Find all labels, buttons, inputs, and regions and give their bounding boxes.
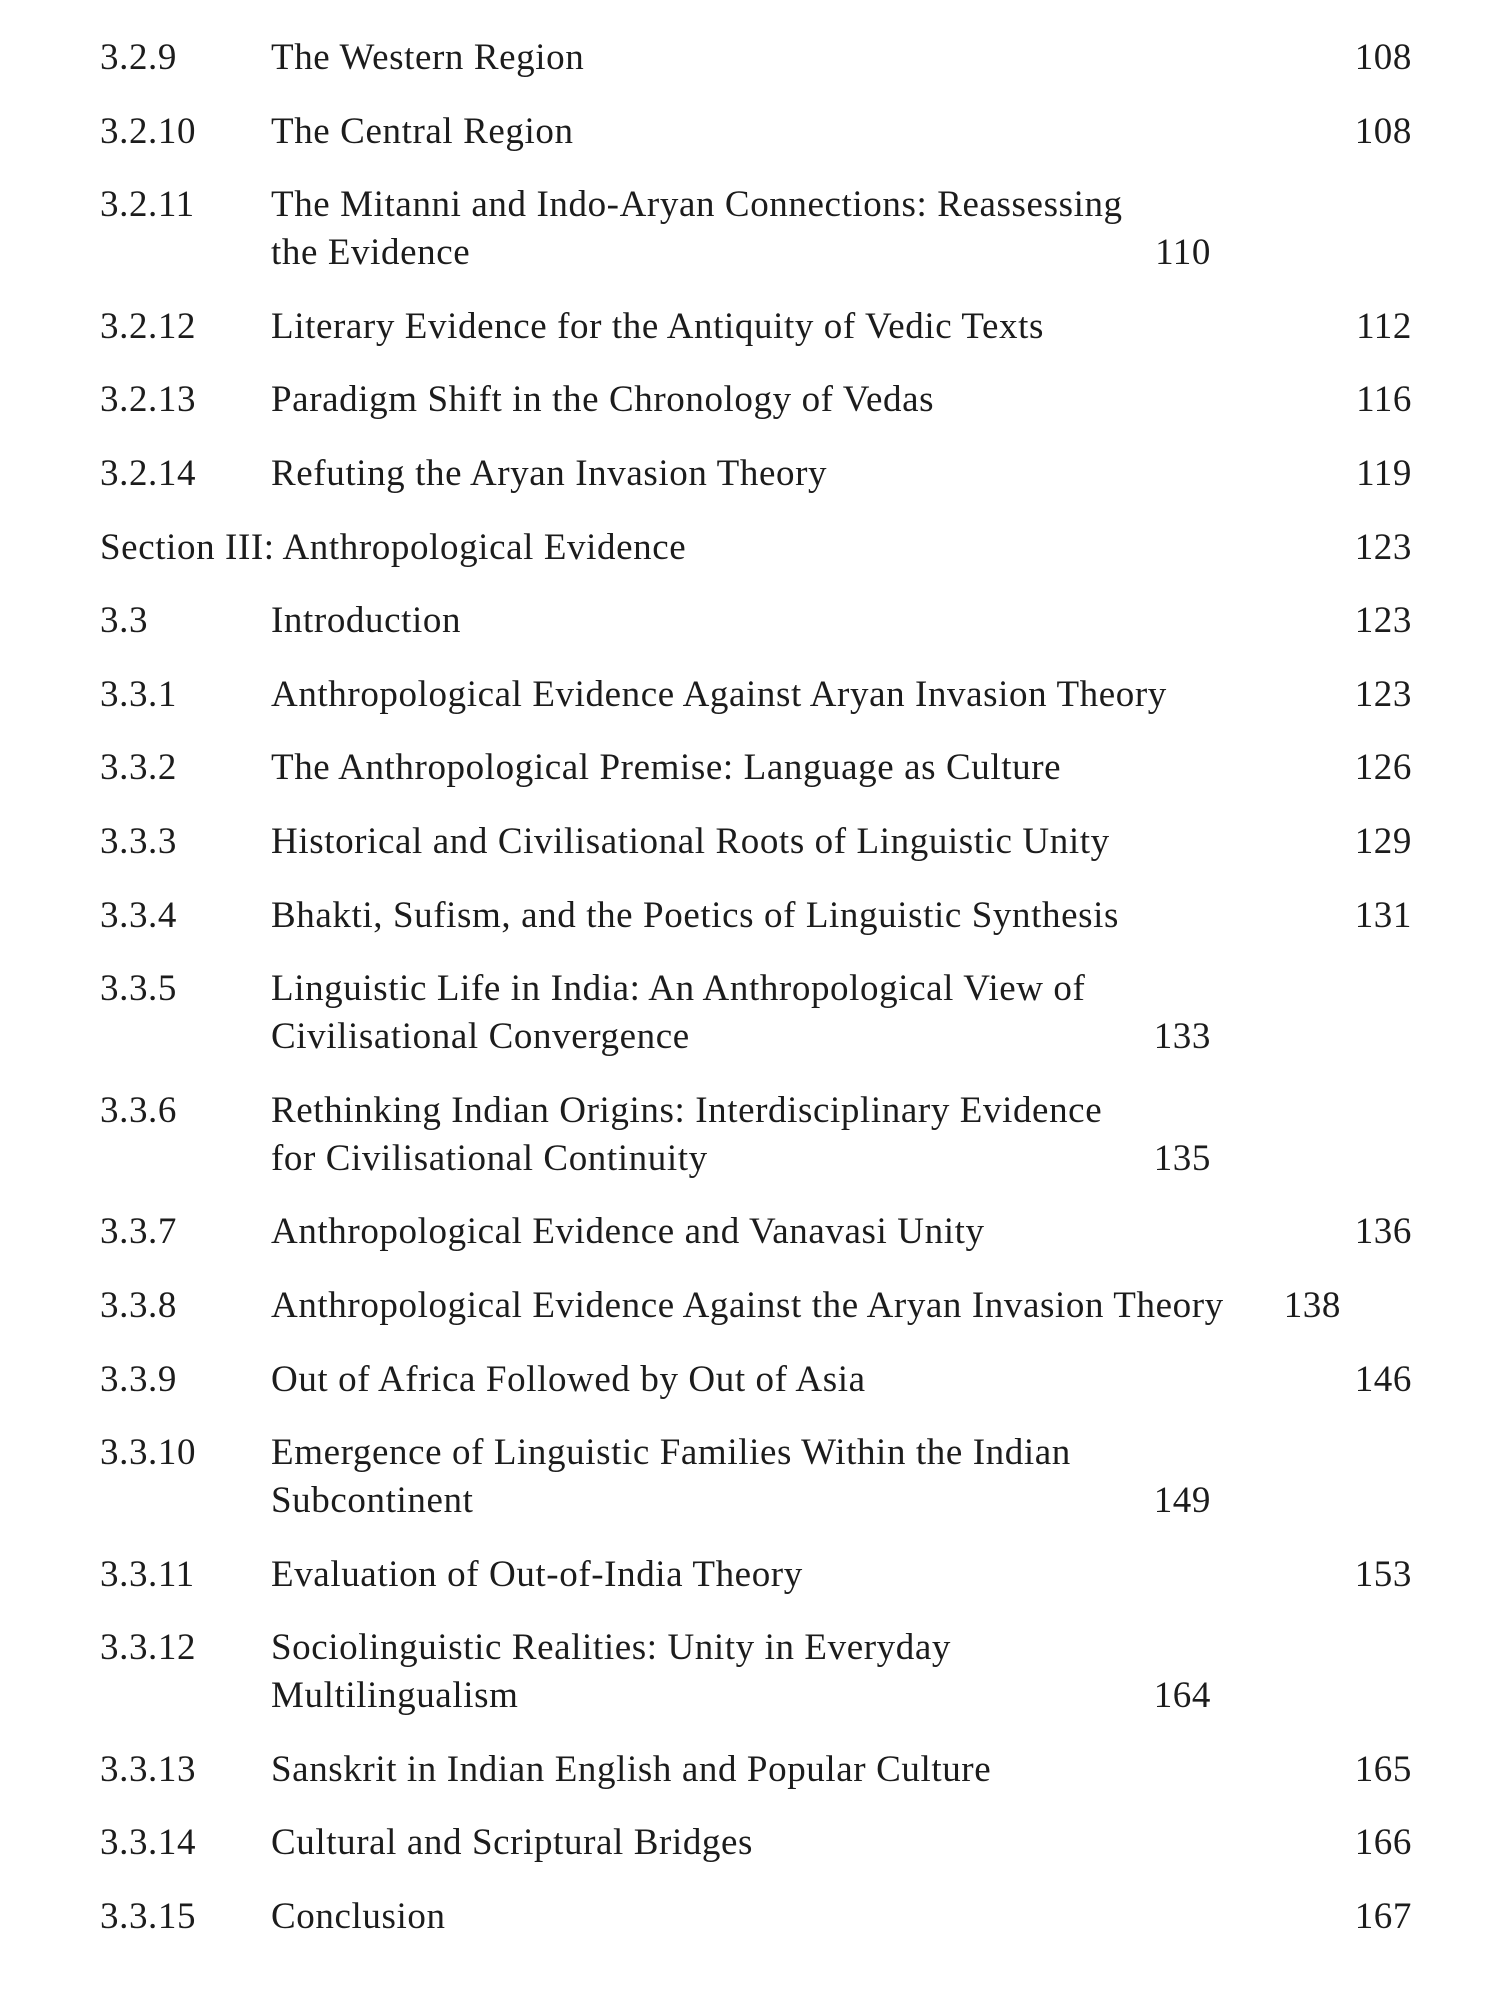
section-heading-row [100,524,1412,572]
entry-title: Out of Africa Followed by Out of Asia [271,1358,866,1400]
entry-title: Anthropological Evidence Against the Aryan Invasion Theory [271,1284,1224,1326]
entry-title: Rethinking Indian Origins: Interdisciplinary Evidence for Civilisational Continuity [271,1089,1103,1179]
toc-entry [100,1551,1412,1599]
page-number: 149 [1153,1480,1211,1522]
toc-entry [100,450,1412,498]
toc-entry [100,1746,1412,1794]
entry-title: Conclusion [271,1896,446,1938]
entry-title: Cultural and Scriptural Bridges [271,1822,754,1864]
section-number: 3.3.9 [100,1358,177,1400]
toc-entry [100,1282,1412,1330]
page-number: 167 [1354,1896,1412,1938]
page-number: 164 [1153,1675,1211,1717]
section-number: 3.3.15 [100,1896,197,1938]
page-number: 123 [1354,673,1412,715]
toc-entry [100,597,1412,645]
section-number: 3.3.8 [100,1284,177,1326]
page-number: 135 [1153,1137,1211,1179]
section-number: 3.3.12 [100,1627,197,1669]
toc-entry [100,1208,1412,1256]
toc-entry [100,1356,1412,1404]
section-number: 3.3.5 [100,968,177,1010]
section-number: 3.3.6 [100,1089,177,1131]
toc-entry [100,1819,1412,1867]
section-number: 3.2.10 [100,110,197,152]
toc-entry [100,181,1412,277]
section-number: 3.2.9 [100,37,177,78]
section-number: 3.3.11 [100,1553,195,1595]
section-number: 3.2.11 [100,184,195,226]
page-number: 116 [1356,379,1412,421]
page-number: 108 [1354,110,1412,152]
entry-title: Linguistic Life in India: An Anthropological View of Civilisational Convergence [271,968,1086,1058]
page-number: 153 [1354,1553,1412,1595]
page-number: 166 [1354,1822,1412,1864]
entry-title: Bhakti, Sufism, and the Poetics of Linguistic Synthesis [271,894,1119,936]
entry-title: The Anthropological Premise: Language as Culture [271,747,1062,789]
section-number: 3.3.13 [100,1748,197,1790]
page-number: 112 [1356,305,1412,347]
page-number: 108 [1354,37,1412,78]
entry-title: Introduction [271,600,462,642]
entry-title: Literary Evidence for the Antiquity of Vedic Texts [271,305,1045,347]
page-number: 119 [1356,452,1412,494]
page-number: 165 [1354,1748,1412,1790]
toc-entry [100,744,1412,792]
page-number: 123 [1354,600,1412,642]
page-number: 129 [1354,820,1412,862]
toc-entry [100,965,1412,1061]
toc-entry [100,1624,1412,1720]
entry-title: Refuting the Aryan Invasion Theory [271,452,828,494]
entry-title: Anthropological Evidence Against Aryan Invasion Theory [271,673,1167,715]
entry-title: Sanskrit in Indian English and Popular Culture [271,1748,992,1790]
toc-entry [100,892,1412,940]
page-number: 146 [1354,1358,1412,1400]
section-number: 3.2.14 [100,452,197,494]
page-number: 138 [1283,1284,1341,1326]
entry-title: Sociolinguistic Realities: Unity in Everyday Multilingualism [271,1627,951,1717]
toc-entry [100,818,1412,866]
section-number: 3.3.1 [100,673,177,715]
entry-title: Evaluation of Out-of-India Theory [271,1553,803,1595]
section-number: 3.3.4 [100,894,177,936]
toc-entry [100,671,1412,719]
section-number: 3.3 [100,600,149,642]
page-number: 131 [1354,894,1412,936]
entry-title: Historical and Civilisational Roots of Linguistic Unity [271,820,1110,862]
toc-entry [100,1893,1412,1941]
section-number: 3.3.3 [100,820,177,862]
entry-title: The Western Region [271,37,585,78]
section-number: 3.3.14 [100,1822,197,1864]
entry-title: Paradigm Shift in the Chronology of Vedas [271,379,935,421]
page-number: 123 [1354,526,1412,568]
toc-entry [100,303,1412,351]
toc-entry [100,1087,1412,1183]
entry-title: Anthropological Evidence and Vanavasi Unity [271,1211,985,1253]
page-number: 136 [1354,1211,1412,1253]
section-number: 3.3.7 [100,1211,177,1253]
toc-entry [100,34,1412,82]
entry-title: The Central Region [271,110,574,152]
section-number: 3.2.12 [100,305,197,347]
page-number: 133 [1153,1016,1211,1058]
toc-entry [100,376,1412,424]
page-number: 110 [1155,232,1211,274]
toc-entry [100,108,1412,156]
table-of-contents [100,34,1412,1967]
entry-title: The Mitanni and Indo-Aryan Connections: Reassessing the Evidence [271,184,1123,274]
section-number: 3.3.10 [100,1432,197,1474]
entry-title: Emergence of Linguistic Families Within the Indian Subcontinent [271,1432,1071,1522]
section-heading: Section III: Anthropological Evidence [100,526,687,568]
toc-entry [100,1429,1412,1525]
section-number: 3.2.13 [100,379,197,421]
section-number: 3.3.2 [100,747,177,789]
page-number: 126 [1354,747,1412,789]
